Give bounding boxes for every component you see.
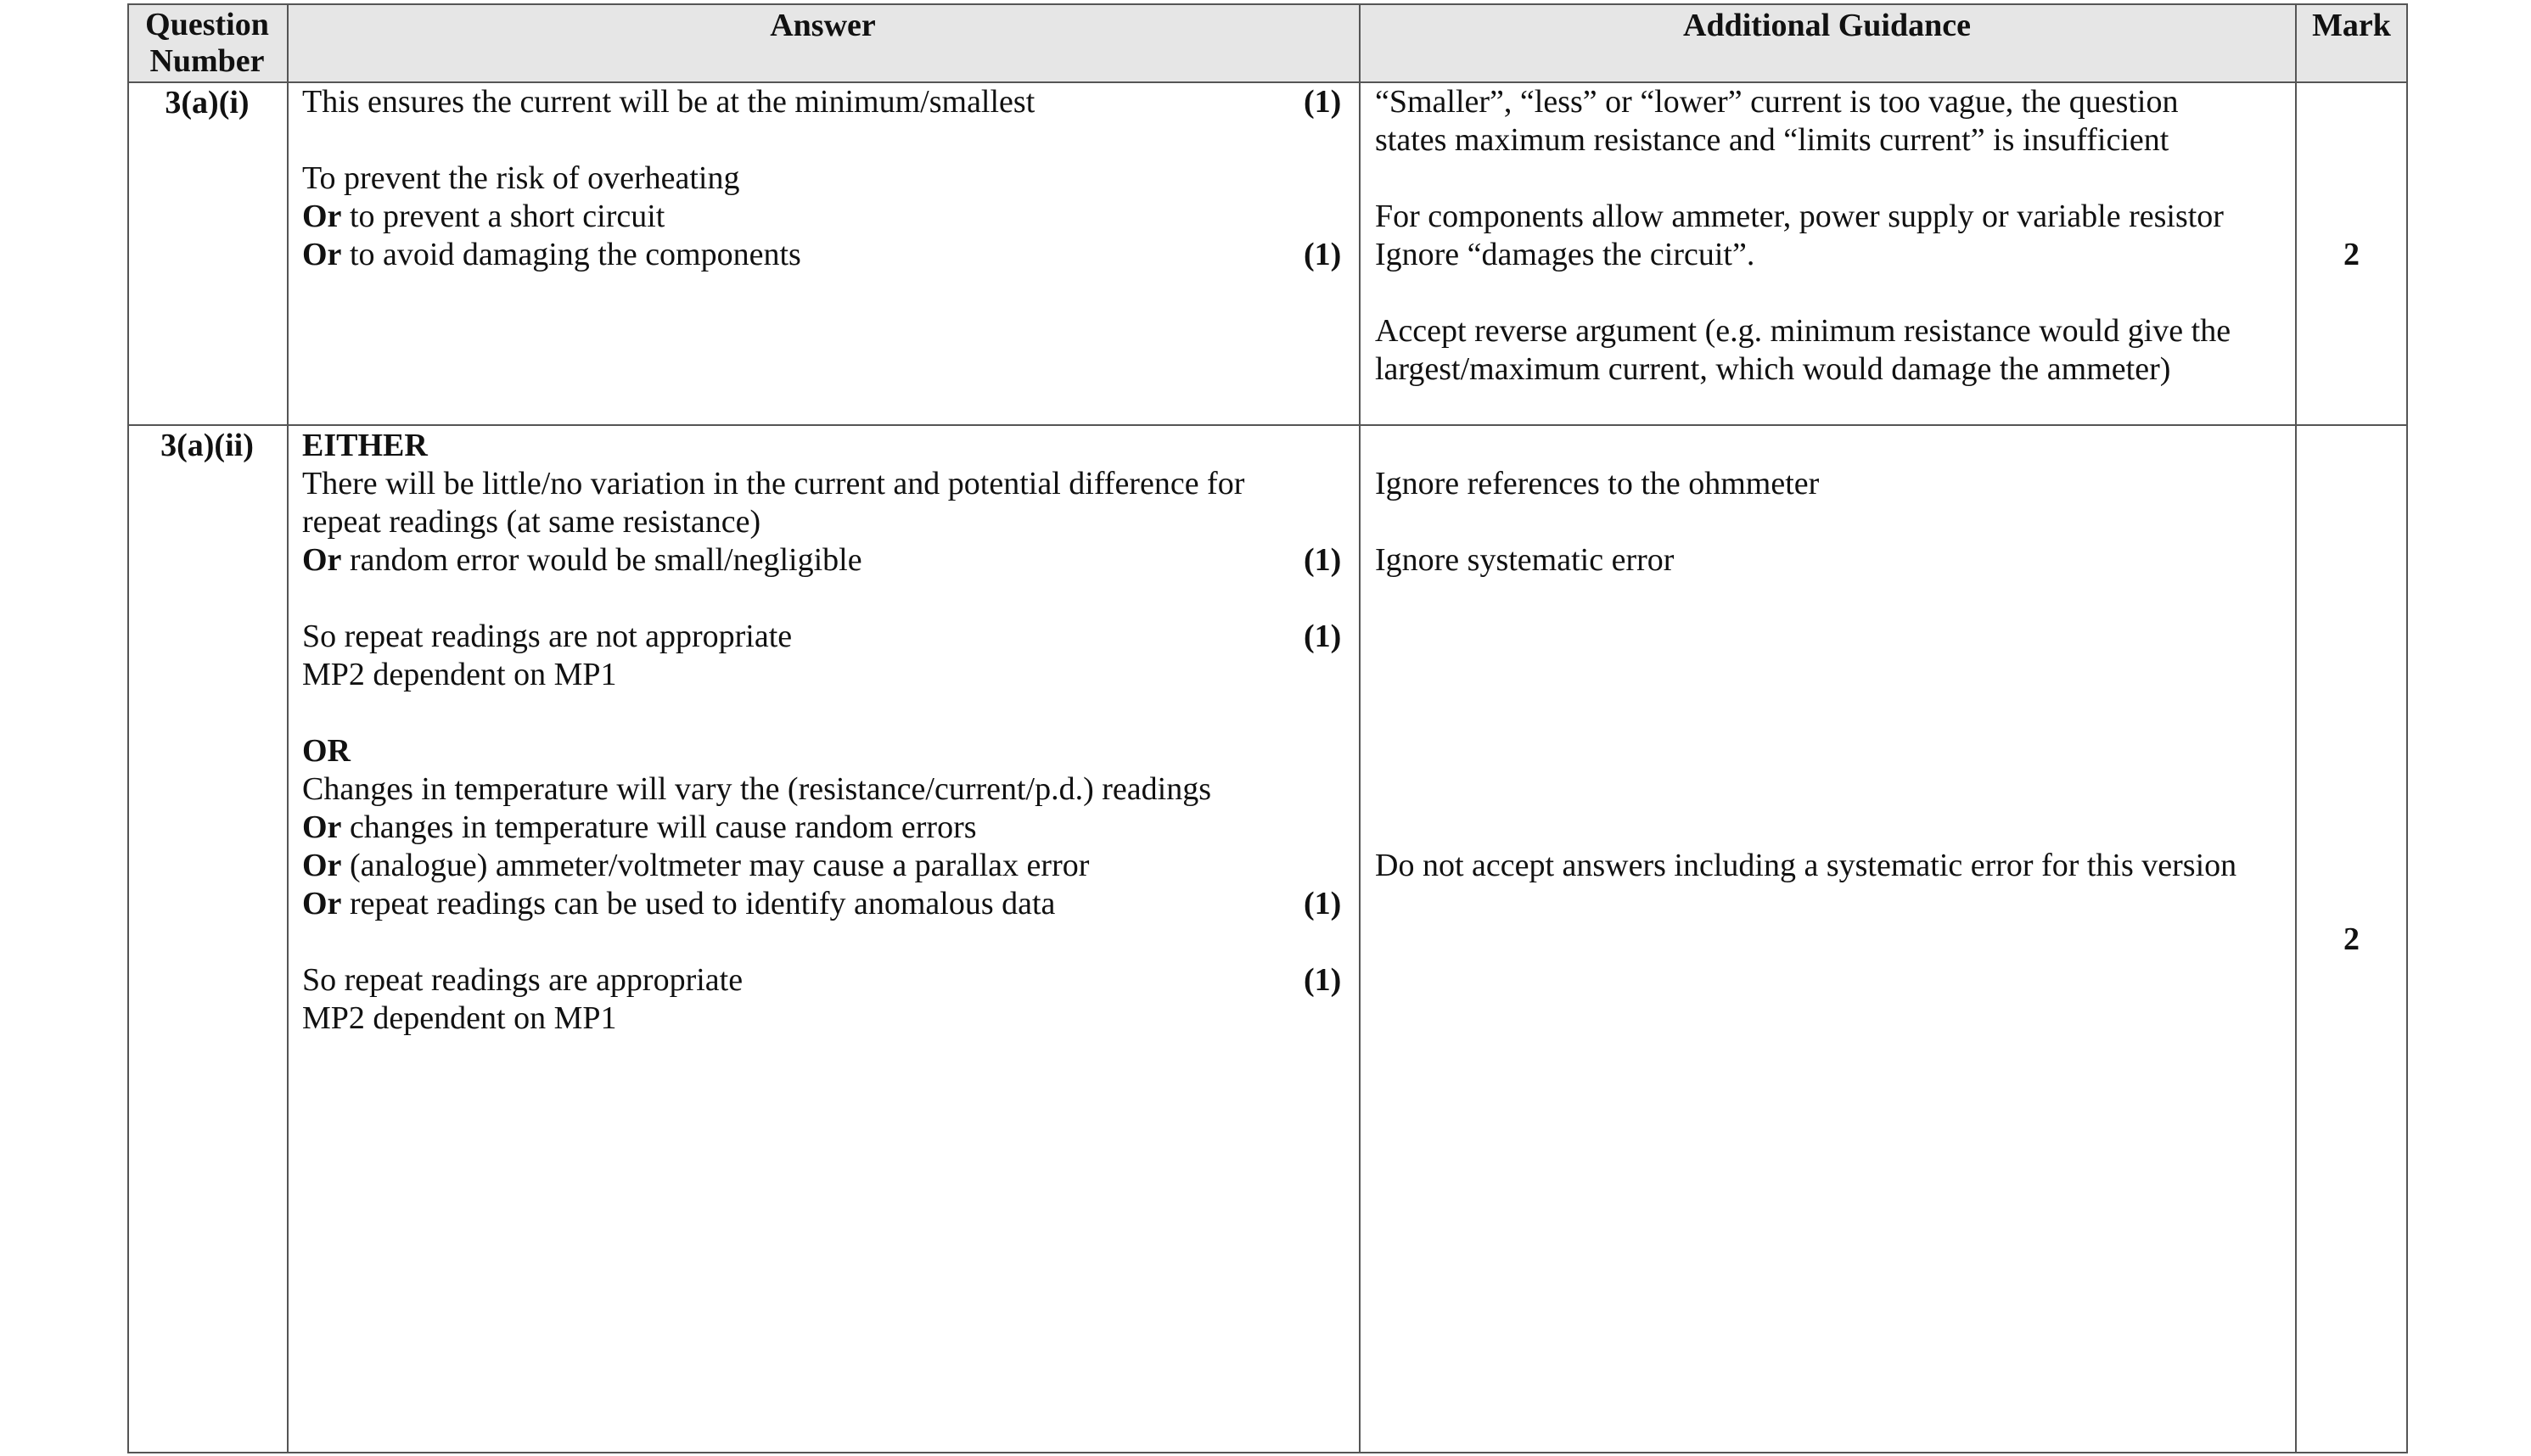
or-keyword: Or <box>302 237 342 272</box>
guidance-line: Ignore “damages the circuit”. <box>1375 237 1755 272</box>
answer-line <box>302 236 801 274</box>
mark-point: (1) <box>1304 237 1342 272</box>
answer-line-text: to avoid damaging the components <box>341 237 801 272</box>
answer-line-text: changes in temperature will cause random errors <box>341 809 977 845</box>
mark-point: (1) <box>1304 962 1342 998</box>
either-heading: EITHER <box>302 428 428 463</box>
answer-line <box>302 885 1055 923</box>
header-answer: Answer <box>770 8 876 43</box>
header-question-number: Question Number <box>145 7 269 79</box>
mark-point: (1) <box>1304 886 1342 921</box>
header-mark: Mark <box>2312 8 2391 43</box>
or-keyword: Or <box>302 199 342 234</box>
answer-line <box>302 809 977 847</box>
answer-line <box>302 198 665 236</box>
question-number-3ai: 3(a)(i) <box>165 85 250 120</box>
mark-point: (1) <box>1304 84 1342 120</box>
answer-line: Changes in temperature will vary the (resistance/current/p.d.) readings <box>302 771 1211 807</box>
guidance-line: For components allow ammeter, power supply or variable resistor <box>1375 199 2224 234</box>
answer-line-text: repeat readings can be used to identify anomalous data <box>341 886 1056 921</box>
answer-line: To prevent the risk of overheating <box>302 160 740 196</box>
table-border-left <box>127 3 129 1453</box>
or-keyword: Or <box>302 542 342 578</box>
guidance-line: “Smaller”, “less” or “lower” current is too vague, the question <box>1375 84 2179 120</box>
answer-line-text: (analogue) ammeter/voltmeter may cause a parallax error <box>341 848 1090 883</box>
answer-line: repeat readings (at same resistance) <box>302 504 761 540</box>
answer-line <box>302 541 862 580</box>
table-border-right <box>2406 3 2408 1453</box>
column-divider-3 <box>2295 3 2297 1453</box>
guidance-line: Ignore references to the ohmmeter <box>1375 466 1820 501</box>
table-border-bottom <box>127 1452 2408 1453</box>
answer-line <box>302 847 1089 885</box>
or-heading: OR <box>302 733 351 769</box>
guidance-line: Do not accept answers including a systematic error for this version <box>1375 848 2237 883</box>
guidance-line: Ignore systematic error <box>1375 542 1675 578</box>
table-border-top <box>127 3 2408 5</box>
guidance-line: Accept reverse argument (e.g. minimum resistance would give the <box>1375 313 2231 349</box>
guidance-line: states maximum resistance and “limits current” is insufficient <box>1375 122 2169 158</box>
or-keyword: Or <box>302 809 342 845</box>
answer-line: So repeat readings are not appropriate <box>302 619 793 654</box>
question-number-3aii: 3(a)(ii) <box>160 428 254 463</box>
answer-line-text: to prevent a short circuit <box>341 199 665 234</box>
total-mark: 2 <box>2343 237 2360 272</box>
header-additional-guidance: Additional Guidance <box>1683 8 1971 43</box>
mark-point: (1) <box>1304 542 1342 578</box>
answer-line: So repeat readings are appropriate <box>302 962 744 998</box>
total-mark: 2 <box>2343 921 2360 957</box>
answer-line: There will be little/no variation in the current and potential difference for <box>302 466 1245 501</box>
or-keyword: Or <box>302 848 342 883</box>
answer-line-text: random error would be small/negligible <box>341 542 862 578</box>
or-keyword: Or <box>302 886 342 921</box>
answer-line: MP2 dependent on MP1 <box>302 657 617 692</box>
row-divider <box>127 424 2408 426</box>
column-divider-1 <box>287 3 289 1453</box>
answer-line: This ensures the current will be at the minimum/smallest <box>302 84 1035 120</box>
mark-point: (1) <box>1304 619 1342 654</box>
column-divider-2 <box>1359 3 1361 1453</box>
guidance-line: largest/maximum current, which would damage the ammeter) <box>1375 351 2171 387</box>
answer-line: MP2 dependent on MP1 <box>302 1000 617 1036</box>
